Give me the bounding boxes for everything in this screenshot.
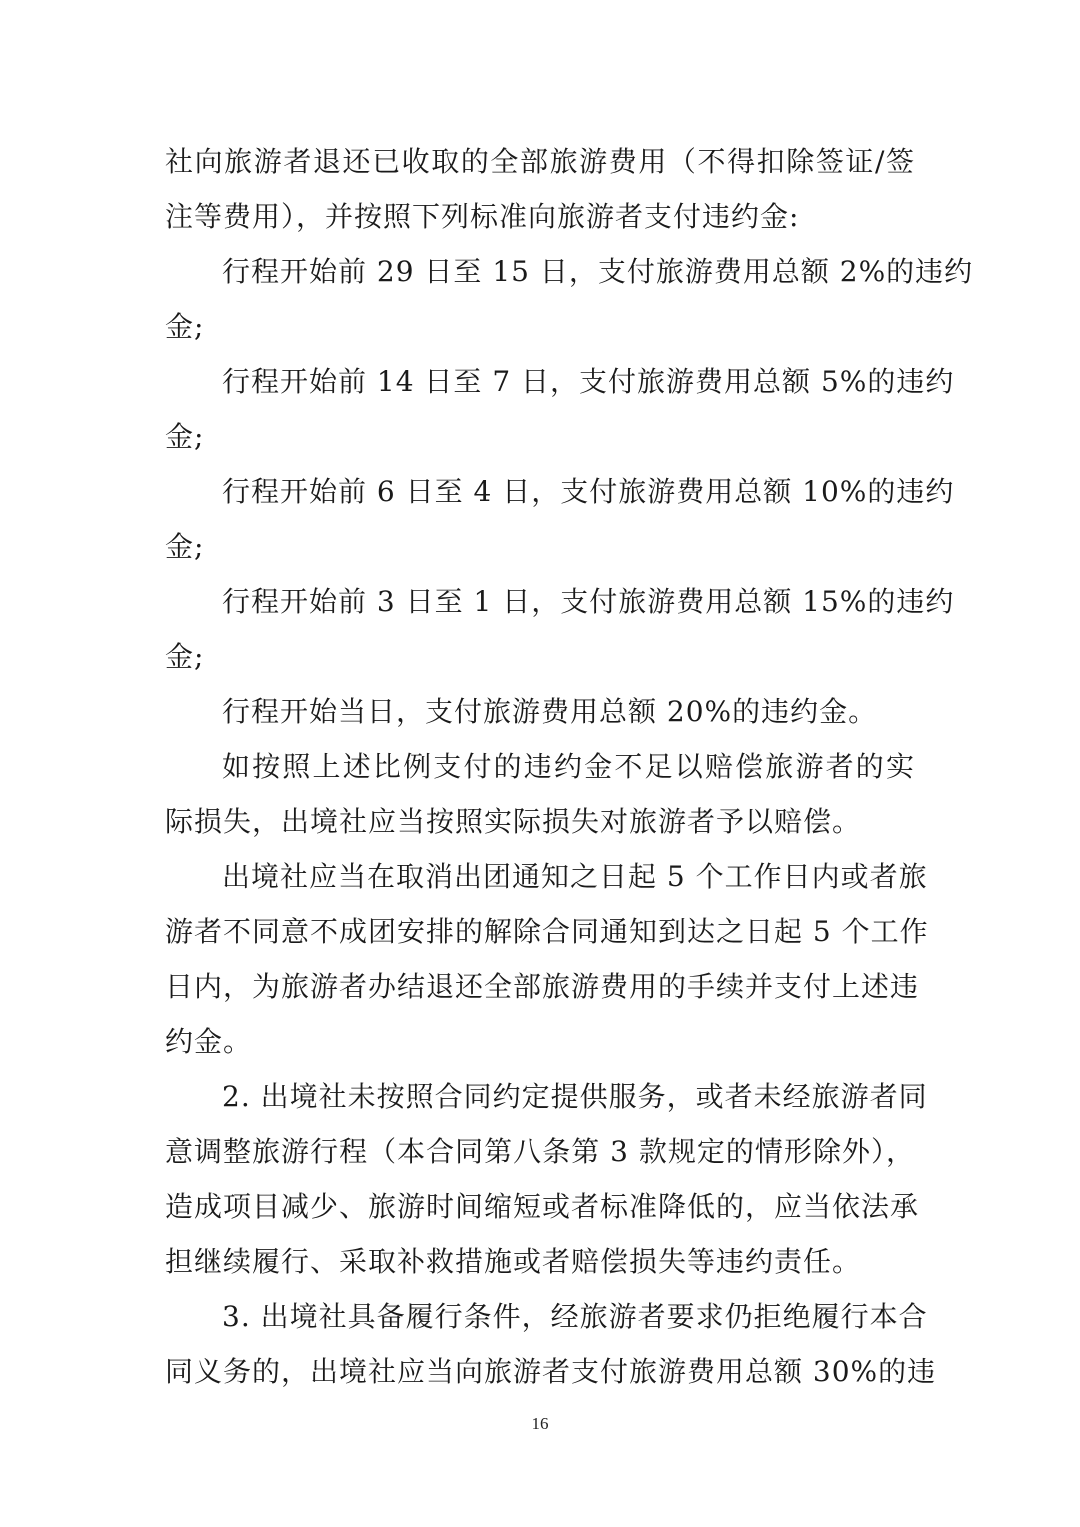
page-number: 16	[531, 1414, 549, 1433]
text-line: 社向旅游者退还已收取的全部旅游费用（不得扣除签证/签	[165, 145, 915, 178]
text-line: 行程开始当日，支付旅游费用总额 20%的违约金。	[222, 695, 878, 728]
text-line: 行程开始前 3 日至 1 日，支付旅游费用总额 15%的违约	[222, 585, 955, 618]
text-line: 造成项目减少、旅游时间缩短或者标准降低的，应当依法承	[165, 1190, 920, 1223]
text-line: 出境社应当在取消出团通知之日起 5 个工作日内或者旅	[222, 860, 928, 893]
text-line: 2. 出境社未按照合同约定提供服务，或者未经旅游者同	[222, 1080, 928, 1113]
text-line: 金;	[165, 640, 205, 673]
text-line: 意调整旅游行程（本合同第八条第 3 款规定的情形除外），	[165, 1135, 915, 1168]
text-line: 行程开始前 29 日至 15 日，支付旅游费用总额 2%的违约	[222, 255, 974, 288]
text-line: 3. 出境社具备履行条件，经旅游者要求仍拒绝履行本合	[222, 1300, 928, 1333]
text-line: 金;	[165, 310, 205, 343]
text-line: 如按照上述比例支付的违约金不足以赔偿旅游者的实	[222, 750, 915, 783]
text-line: 担继续履行、采取补救措施或者赔偿损失等违约责任。	[165, 1245, 862, 1278]
text-line: 金;	[165, 530, 205, 563]
body-text	[165, 134, 974, 1399]
text-line: 行程开始前 6 日至 4 日，支付旅游费用总额 10%的违约	[222, 475, 955, 508]
text-line: 金;	[165, 420, 205, 453]
text-line: 日内，为旅游者办结退还全部旅游费用的手续并支付上述违	[165, 970, 920, 1003]
text-line: 际损失，出境社应当按照实际损失对旅游者予以赔偿。	[165, 805, 862, 838]
text-line: 行程开始前 14 日至 7 日，支付旅游费用总额 5%的违约	[222, 365, 955, 398]
text-line: 约金。	[165, 1025, 253, 1058]
text-line: 同义务的，出境社应当向旅游者支付旅游费用总额 30%的违	[165, 1355, 937, 1388]
text-line: 游者不同意不成团安排的解除合同通知到达之日起 5 个工作	[165, 915, 929, 948]
text-line: 注等费用），并按照下列标准向旅游者支付违约金:	[165, 200, 800, 233]
